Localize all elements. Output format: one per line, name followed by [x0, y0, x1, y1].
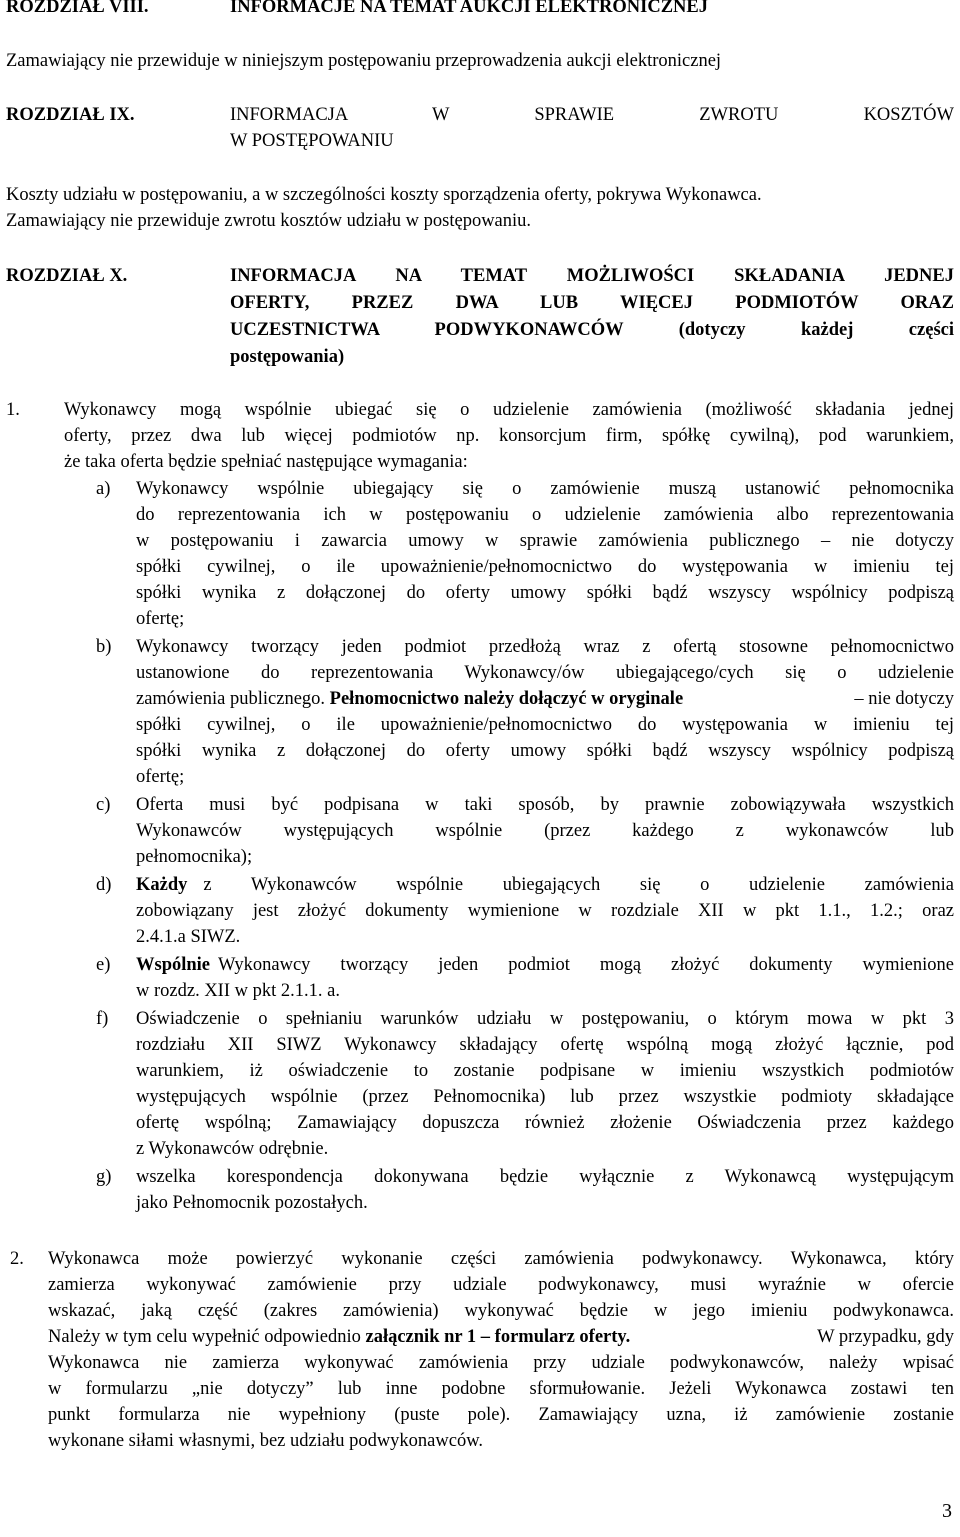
item-c-line: Oferta musi być podpisana w taki sposób, by prawnie zobowiązywała wszystkich	[136, 795, 954, 815]
item-c-label: c)	[96, 795, 111, 815]
item-b-line: ustanowione do reprezentowania Wykonawcy/ów ubiegającego/cych się o udzielenie	[136, 663, 954, 683]
item-c-line: Wykonawców występujących wspólnie (przez każdego z wykonawców lub	[136, 821, 954, 841]
item-a-line: do reprezentowania ich w postępowaniu o udzielenie zamówienia albo reprezentowania	[136, 505, 954, 525]
point-2-line: Wykonawca nie zamierza wykonywać zamówienia przy udziale podwykonawców, należy wpisać	[48, 1353, 954, 1373]
item-d-label: d)	[96, 875, 112, 895]
item-a-line: w postępowaniu i zawarcia umowy w sprawie zamówienia publicznego – nie dotyczy	[136, 531, 954, 551]
page-number: 3	[942, 1500, 952, 1522]
item-b-text: zamówienia publicznego.	[136, 689, 326, 709]
point-2-line-mixed	[48, 1324, 954, 1350]
point-2-line: w formularzu „nie dotyczy” lub inne podobne sformułowanie. Jeżeli Wykonawca zostawi ten	[48, 1379, 954, 1399]
point-1-line-2: oferty, przez dwa lub więcej podmiotów np. konsorcjum firm, spółkę cywilną), pod warunkiem,	[64, 426, 954, 446]
chapter-8-title: INFORMACJE NA TEMAT AUKCJI ELEKTRONICZNEJ	[230, 0, 708, 17]
point-2-line: wskazać, jaką część (zakres zamówienia) wykonywać będzie w jego imieniu podwykonawca.	[48, 1301, 954, 1321]
point-1-number: 1.	[6, 400, 20, 420]
item-d-bold-text: Każdy	[136, 875, 188, 895]
point-2-bold-text: załącznik nr 1 – formularz oferty.	[365, 1327, 631, 1347]
item-d-line: 2.4.1.a SIWZ.	[136, 927, 241, 947]
item-g-line: jako Pełnomocnik pozostałych.	[136, 1193, 368, 1213]
item-b-bold-text: Pełnomocnictwo należy dołączyć w oryginale	[329, 689, 684, 709]
chapter-10-title-1: INFORMACJA NA TEMAT MOŻLIWOŚCI SKŁADANIA JEDNEJ	[230, 266, 954, 286]
item-c-line: pełnomocnika);	[136, 847, 253, 867]
item-b-label: b)	[96, 637, 112, 657]
item-f-line: z Wykonawców odrębnie.	[136, 1139, 329, 1159]
chapter-9-title: INFORMACJA W SPRAWIE ZWROTU KOSZTÓW	[230, 105, 954, 125]
item-b-line: spółki cywilnej, o ile upoważnienie/pełnomocnictwo do występowania w imieniu tej	[136, 715, 954, 735]
item-a-line: ofertę;	[136, 609, 185, 629]
item-e-text: Wykonawcy tworzący jeden podmiot mogą złożyć dokumenty wymienione	[218, 955, 954, 975]
item-g-label: g)	[96, 1167, 112, 1187]
item-f-label: f)	[96, 1009, 109, 1029]
chapter-10-label: ROZDZIAŁ X.	[6, 266, 128, 286]
item-f-line: Oświadczenie o spełnianiu warunków udziału w postępowaniu, o którym mowa w pkt 3	[136, 1009, 954, 1029]
point-2-line: Wykonawca może powierzyć wykonanie części zamówienia podwykonawcy. Wykonawca, który	[48, 1249, 954, 1269]
chapter-8-text: Zamawiający nie przewiduje w niniejszym postępowaniu przeprowadzenia aukcji elektronicznej	[6, 51, 722, 71]
point-2-number: 2.	[10, 1249, 24, 1269]
point-1-line-3: że taka oferta będzie spełniać następujące wymagania:	[64, 452, 468, 472]
point-1-line-1: Wykonawcy mogą wspólnie ubiegać się o udzielenie zamówienia (możliwość składania jednej	[64, 400, 954, 420]
point-2-line: wykonane siłami własnymi, bez udziału podwykonawców.	[48, 1431, 483, 1451]
item-a-label: a)	[96, 479, 111, 499]
chapter-9-title-cont: W POSTĘPOWANIU	[230, 131, 394, 151]
point-2-line: punkt formularza nie wypełniony (puste pole). Zamawiający uzna, iż zamówienie zostanie	[48, 1405, 954, 1425]
item-a-line: Wykonawcy wspólnie ubiegający się o zamówienie muszą ustanowić pełnomocnika	[136, 479, 954, 499]
item-f-line: warunkiem, iż oświadczenie to zostanie podpisane w imieniu wszystkich podmiotów	[136, 1061, 954, 1081]
chapter-8-label: ROZDZIAŁ VIII.	[6, 0, 149, 17]
item-a-line: spółki cywilnej, o ile upoważnienie/pełnomocnictwo do występowania w imieniu tej	[136, 557, 954, 577]
item-d-text: z Wykonawców wspólnie ubiegających się o udzielenie zamówienia	[203, 875, 954, 895]
chapter-9-text-2: Zamawiający nie przewiduje zwrotu kosztów udziału w postępowaniu.	[6, 211, 532, 231]
item-e-line: w rozdz. XII w pkt 2.1.1. a.	[136, 981, 340, 1001]
item-f-line: występujących wspólnie (przez Pełnomocnika) lub przez wszystkie podmioty składające	[136, 1087, 954, 1107]
item-e-bold-text: Wspólnie	[136, 955, 211, 975]
item-b-line: ofertę;	[136, 767, 185, 787]
chapter-9-label: ROZDZIAŁ IX.	[6, 105, 135, 125]
item-f-line: ofertę wspólną; Zamawiający dopuszcza również złożenie Oświadczenia przez każdego	[136, 1113, 954, 1133]
item-d-line-mixed	[136, 872, 954, 898]
item-d-line: zobowiązany jest złożyć dokumenty wymienione w rozdziale XII w pkt 1.1., 1.2.; oraz	[136, 901, 954, 921]
chapter-10-title-4: postępowania)	[230, 347, 345, 367]
point-2-text: Należy w tym celu wypełnić odpowiednio	[48, 1327, 361, 1347]
item-b-line: spółki wynika z dołączonej do oferty umowy spółki bądź wszyscy wspólnicy podpiszą	[136, 741, 954, 761]
chapter-10-title-3: UCZESTNICTWA PODWYKONAWCÓW (dotyczy każdej części	[230, 320, 954, 340]
item-f-line: rozdziału XII SIWZ Wykonawcy składający ofertę wspólną mogą złożyć łącznie, pod	[136, 1035, 954, 1055]
item-b-line: Wykonawcy tworzący jeden podmiot przedłożą wraz z ofertą stosowne pełnomocnictwo	[136, 637, 954, 657]
item-g-line: wszelka korespondencja dokonywana będzie wyłącznie z Wykonawcą występującym	[136, 1167, 954, 1187]
chapter-9-text-1: Koszty udziału w postępowaniu, a w szczególności koszty sporządzenia oferty, pokrywa Wykonawca.	[6, 185, 762, 205]
chapter-10-title-2: OFERTY, PRZEZ DWA LUB WIĘCEJ PODMIOTÓW ORAZ	[230, 293, 954, 313]
point-2-text: W przypadku, gdy	[817, 1327, 954, 1347]
item-b-text: – nie dotyczy	[854, 689, 954, 709]
point-2-line: zamierza wykonywać zamówienie przy udziale podwykonawcy, musi wyraźnie w ofercie	[48, 1275, 954, 1295]
item-e-line-mixed	[136, 952, 954, 978]
item-a-line: spółki wynika z dołączonej do oferty umowy spółki bądź wszyscy wspólnicy podpiszą	[136, 583, 954, 603]
item-b-line-mixed	[136, 686, 954, 712]
item-e-label: e)	[96, 955, 111, 975]
